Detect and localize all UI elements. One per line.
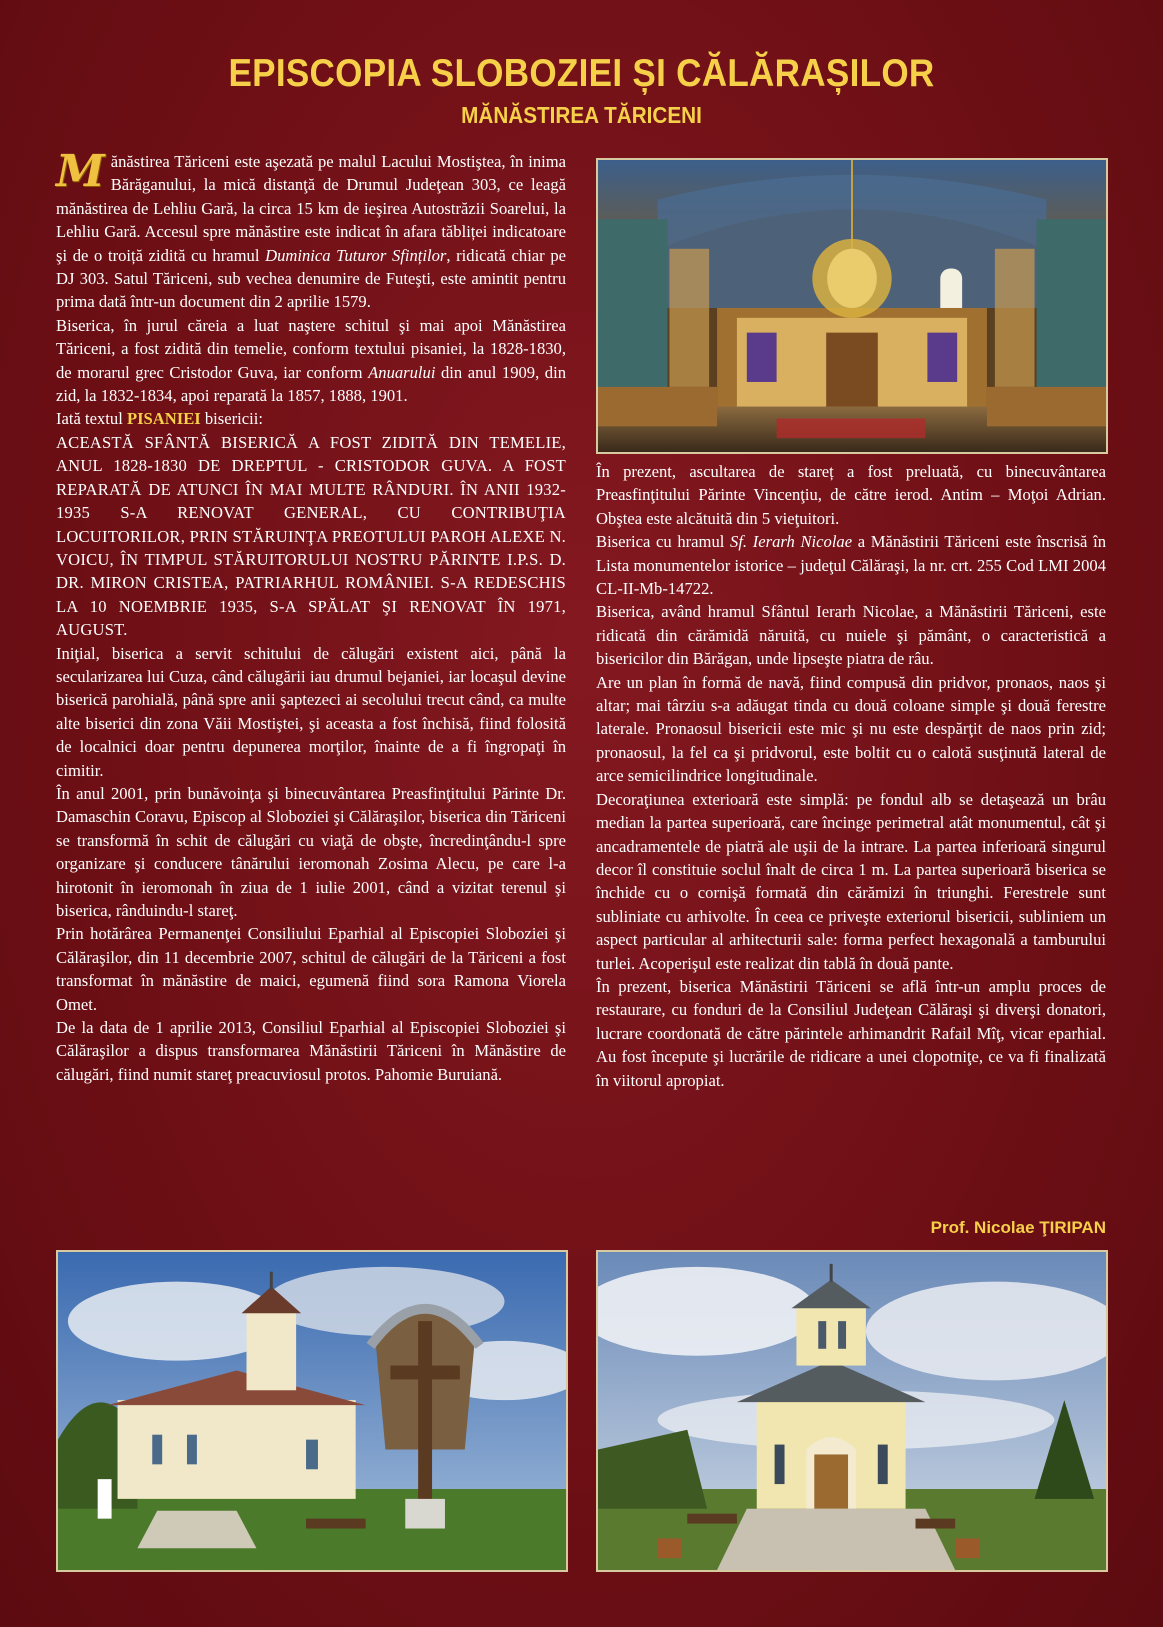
hram-name: Duminica Tuturor Sfinților (265, 245, 447, 265)
paragraph-monument-start: Biserica cu hramul (596, 532, 731, 552)
page-title: EPISCOPIA SLOBOZIEI ȘI CĂLĂRAȘILOR (228, 52, 935, 95)
paragraph-pisanie-intro (56, 407, 566, 430)
paragraph-2001: În anul 2001, prin bunăvoinţa şi binecuvântarea Preasfinţitului Părinte Dr. Damaschin Coravu, Episcop al Sloboziei şi Călăraşilor, biserica din Tăriceni se transformă în schit de călugări cu viaţă de obşte, încredinţându-l spre organizare şi conducere tânărului ieromonah Zosima Alecu, pe care l-a hirotonit în ieromonah în ziua de 1 iulie 2001, când a vizitat terenul şi biserica, rânduindu-l stareţ. (56, 783, 566, 920)
paragraph-pisanie-text: ACEASTĂ SFÂNTĂ BISERICĂ A FOST ZIDITĂ DIN TEMELIE, ANUL 1828-1830 DE DREPTUL - CRISTODOR GUVA. A FOST REPARATĂ DE ATUNCI ÎN MAI MULTE RÂNDURI. ÎN ANII 1932-1935 S-A RENOVAT GENERAL, CU CONTRIBUŢIA LOCUITORILOR, PRIN STĂRUINŢA PREOTULUI PAROH ALEXE N. VOICU, ÎN TIMPUL STĂRUITORULUI NOSTRU PĂRINTE I.P.S. D. DR. MIRON CRISTEA, PATRIARHUL ROMÂNIEI. S-A REDESCHIS LA 10 NOEMBRIE 1935, S-A SPĂLAT ŞI RENOVAT ÎN 1971, AUGUST. (56, 432, 566, 640)
paragraph-history (56, 314, 566, 408)
paragraph-2013: De la data de 1 aprilie 2013, Consiliul Eparhial al Episcopiei Sloboziei şi Călăraşilor a dispus transformarea Mănăstirii Tăriceni în Mănăstire de călugări, fiind numit stareţ preacuviosul protos. Pahomie Buruiană. (56, 1018, 566, 1084)
left-text-column (56, 146, 566, 1086)
pisanie-intro-start: Iată textul (56, 409, 127, 429)
paragraph-intro-end: , ridicată chiar pe DJ 303. Satul Tăriceni, sub vechea denumire de Futeşti, este amintit pentru prima dată într-un document din 2 aprilie 1579. (56, 245, 566, 312)
paragraph-history-start: Biserica, în jurul căreia a luat naştere schitul şi mai apoi Mănăstirea Tăriceni, a fost zidită din temelie, conform textului pisaniei, la 1828-1830, de morarul grec Cristodor Guva, iar conform (56, 315, 566, 382)
paragraph-plan: Are un plan în formă de navă, fiind compusă din pridvor, pronaos, naos şi altar; mai târziu s-a adăugat tinda cu două coloane simple şi două ferestre laterale. Pronaosul bisericii este mic şi nu este despărţit de naos prin zid; pronaosul, la fel ca şi pridvorul, este boltit cu o calotă susţinută lateral de arce semicilindrice longitudinale. (596, 672, 1106, 786)
hram-nicolae: Sf. Ierarh Nicolae (730, 532, 853, 552)
paragraph-stare: În prezent, ascultarea de stareț a fost preluată, cu binecuvântarea Preasfinţitului Părinte Vincenţiu, de către ierod. Antim – Moţoi Adrian. Obştea este alcătuită din 5 vieţuitori. (596, 462, 1106, 528)
paragraph-history-end: din anul 1909, din zid, la 1832-1834, apoi reparată la 1857, 1888, 1901. (56, 362, 566, 406)
right-text-column (596, 460, 1106, 1092)
paragraph-material: Biserica, având hramul Sfântul Ierarh Nicolae, a Mănăstirii Tăriceni, este ridicată din cărămidă năruită, cu nuiele şi pământ, o caracteristică a bisericilor din Bărăgan, unde lipseşte piatra de râu. (596, 602, 1106, 669)
pisanie-intro-end: bisericii: (200, 409, 263, 429)
author-signature: Prof. Nicolae ŢIRIPAN (930, 1218, 1106, 1237)
paragraph-monument-end: a Mănăstirii Tăriceni este înscrisă în Lista monumentelor istorice – judeţul Călăraşi, la nr. crt. 255 Cod LMI 2004 CL-II-Mb-14722. (596, 532, 1106, 599)
paragraph-2007: Prin hotărârea Permanenţei Consiliului Eparhial al Episcopiei Sloboziei şi Călăraşilor, din 11 decembrie 2007, schitul de călugări de la Tăriceni a fost transformat în mănăstire de maici, egumenă fiind sora Ramona Viorela Omet. (56, 924, 566, 1014)
exterior-cross-illustration (58, 1252, 566, 1570)
church-interior-photo (596, 158, 1108, 454)
paragraph-restoration: În prezent, biserica Mănăstirii Tăriceni se află într-un amplu proces de restaurare, cu fonduri de la Consiliul Judeţean Călăraşi şi diverşi donatori, lucrare coordonată de către părintele arhimandrit Rafail Mîţ, vicar eparhial. Au fost începute şi lucrările de ridicare a unei clopotniţe, ce va fi finalizată în viitorul apropiat. (596, 976, 1106, 1090)
facade-illustration (598, 1252, 1106, 1570)
page-subtitle: MĂNĂSTIREA TĂRICENI (461, 102, 702, 128)
paragraph-monument (596, 530, 1106, 600)
dropcap-letter: M (56, 146, 105, 197)
paragraph-intro (56, 146, 566, 314)
church-facade-photo (596, 1250, 1108, 1572)
pisanie-highlight: PISANIEI (126, 409, 201, 429)
paragraph-initial: Iniţial, biserica a servit schitului de călugări existent aici, până la secularizarea lui Cuza, când călugării iau drumul bejaniei, iar locaşul devine biserică parohială, până spre anii şaptezeci ai secolului trecut când, ca multe alte biserici din zona Văii Mostiştei, şi aceasta a fost închisă, fiind folosită de localnici doar pentru depunerea morţilor, înainte de a fi îngropaţi în cimitir. (56, 643, 566, 780)
anuar-name: Anuarului (368, 362, 436, 382)
paragraph-decoration: Decoraţiunea exterioară este simplă: pe fondul alb se detaşează un brâu median la partea superioară, care încinge perimetral atât monumentul, cât şi ancadramentele de piatră ale uşii de la intrare. La partea inferioară singurul decor îl constituie soclul înalt de circa 1 m. La partea superioară biserica se închide cu o cornişă formată din cărămizi în triunghi. Ferestrele sunt subliniate cu arhivolte. În ceea ce priveşte exteriorul bisericii, subliniem un aspect particular al arhitecturii sale: forma perfect hexagonală a tamburului turlei. Acoperişul este realizat din tablă în două pante. (596, 789, 1106, 973)
paragraph-intro-text: ănăstirea Tăriceni este aşezată pe malul Lacului Mostiştea, în inima Bărăganului, la mică distanţă de Drumul Judeţean 303, ce leagă mănăstirea de Lehliu Gară, la circa 15 km de ieşirea Autostrăzii Soarelui, la Lehliu Gară. Accesul spre mănăstire este indicat în afara tăbliței indicatoare şi de o troiță zidită cu hramul (56, 152, 566, 265)
church-exterior-with-cross-photo (56, 1250, 568, 1572)
interior-illustration (598, 160, 1106, 452)
